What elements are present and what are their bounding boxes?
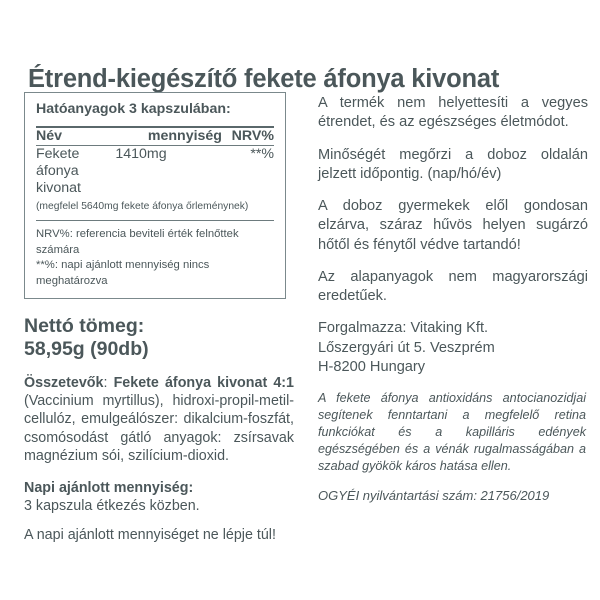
page-title: Étrend-kiegészítő fekete áfonya kivonat xyxy=(28,65,500,94)
health-claim: A fekete áfonya antioxidáns antocianozidjai segítenek fenntartani a megfelelő retina funkciókat és a kapilláris edények egészségében és a vénák rugalmasságában a szabad gyökök káros hatása ellen. xyxy=(318,391,586,473)
nutrition-table xyxy=(36,128,274,145)
active-ingredients-panel xyxy=(24,92,286,299)
row-ingredient-name: Fekete áfonya kivonat xyxy=(36,145,81,196)
right-column xyxy=(318,94,588,505)
disclaimer-diet: A termék nem helyettesíti a vegyes étrendet, és az egészséges életmódot. xyxy=(318,95,588,131)
panel-heading: Hatóanyagok 3 kapszulában: xyxy=(36,101,231,117)
footnote-asterisk: **%: napi ajánlott mennyiség nincs meghatározva xyxy=(36,259,210,287)
disclaimer-origin: Az alapanyagok nem magyarországi eredetűek. xyxy=(318,268,588,304)
ingredients-label: Összetevők xyxy=(24,375,104,392)
table-row xyxy=(36,146,274,197)
net-weight-block xyxy=(24,315,296,363)
column-header-nrv: NRV% xyxy=(231,127,274,144)
dosage-warning: A napi ajánlott mennyiséget ne lépje túl! xyxy=(24,527,276,544)
dosage-value: 3 kapszula étkezés közben. xyxy=(24,498,200,515)
column-header-name: Név xyxy=(36,127,63,144)
ingredients-paragraph xyxy=(24,374,294,465)
footnote-nrv: NRV%: referencia beviteli érték felnőttek számára xyxy=(36,228,239,256)
ingredients-bold-part: Fekete áfonya kivonat 4:1 xyxy=(113,375,295,392)
table-header-row xyxy=(36,128,274,145)
row-equivalent-note: (megfelel 5640mg fekete áfonya őrleménynek) xyxy=(36,200,249,212)
distributor-street: Lőszergyári út 5. Veszprém xyxy=(318,339,495,356)
ingredients-rest: (Vaccinium myrtillus), hidroxi-propil-metil-cellulóz, emulgeálószer: dikalcium-foszfát, csomósodást gátló anyagok: zsírsavak magnézium sói, szilícium-dioxid. xyxy=(24,393,294,464)
distributor-postal: H-8200 Hungary xyxy=(318,358,426,375)
distributor-name: Forgalmazza: Vitaking Kft. xyxy=(318,320,489,337)
row-ingredient-nrv: **% xyxy=(250,145,274,162)
dosage-label: Napi ajánlott mennyiség: xyxy=(24,479,194,496)
row-ingredient-amount: 1410mg xyxy=(115,145,167,162)
column-header-amount: mennyiség xyxy=(147,127,222,144)
disclaimer-storage: A doboz gyermekek elől gondosan elzárva, száraz hűvös helyen sugárzó hőtől és fénytől védve tartandó! xyxy=(318,198,588,253)
nutrition-table-body xyxy=(36,146,274,197)
registration-number: OGYÉI nyilvántartási szám: 21756/2019 xyxy=(318,488,550,504)
dosage-block xyxy=(24,479,292,515)
disclaimer-expiry: Minőségét megőrzi a doboz oldalán jelzett időpontig. (nap/hó/év) xyxy=(318,146,588,182)
net-weight-value: 58,95g (90db) xyxy=(24,338,149,361)
net-weight-label: Nettó tömeg: xyxy=(24,314,145,337)
left-column xyxy=(24,92,296,545)
distributor-block xyxy=(318,319,588,377)
ingredients-separator: : xyxy=(103,375,114,392)
panel-footnotes xyxy=(36,221,274,290)
